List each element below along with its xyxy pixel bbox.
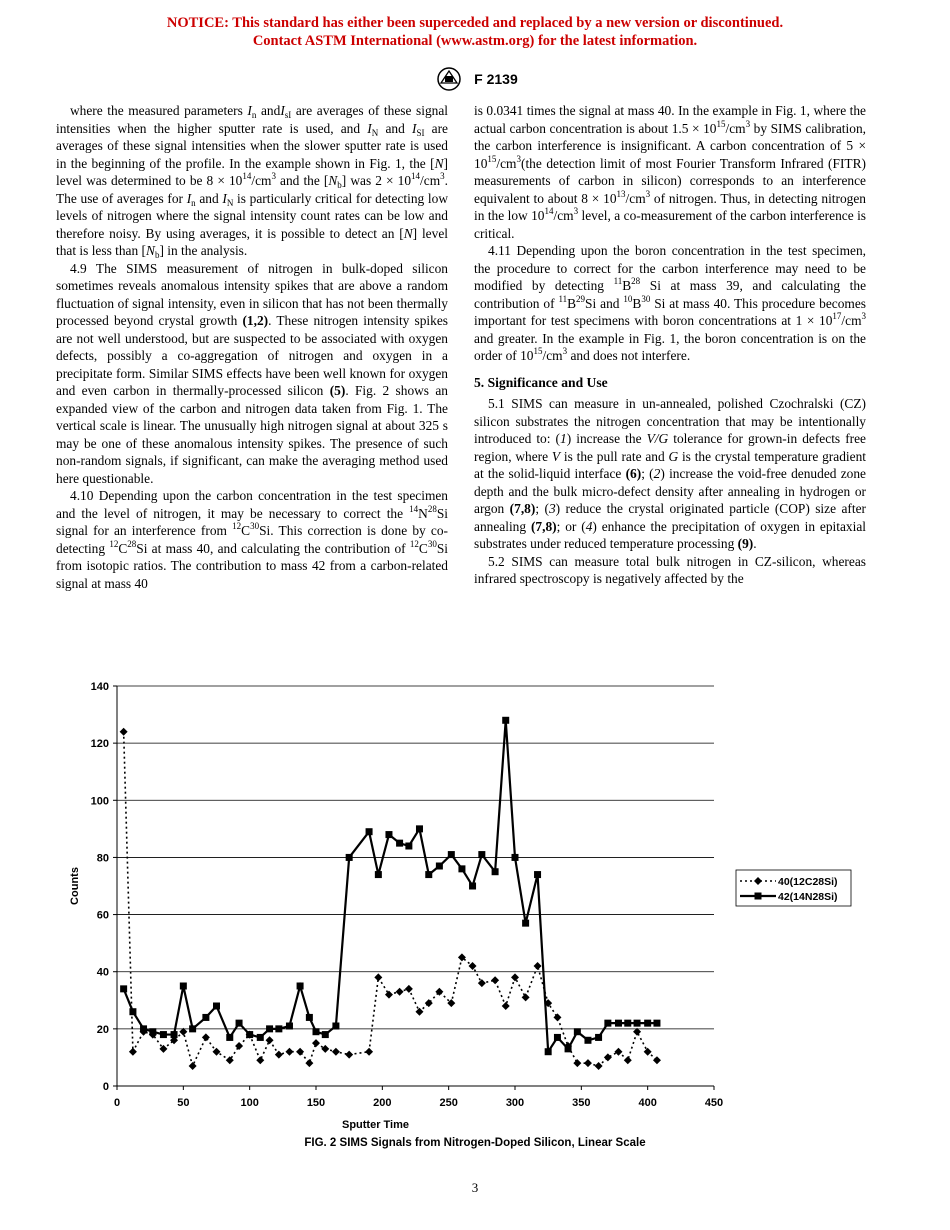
notice-line-1: NOTICE: This standard has either been superceded and replaced by a new version or discontinued. (166, 15, 784, 31)
data-point-42 (236, 1020, 243, 1027)
data-point-42 (286, 1023, 293, 1030)
data-point-42 (189, 1025, 196, 1032)
data-point-40 (604, 1053, 612, 1061)
data-point-40 (129, 1048, 137, 1056)
data-point-42 (436, 863, 443, 870)
x-tick-label: 150 (306, 1097, 326, 1109)
reference-link[interactable]: (7,8) (530, 518, 557, 534)
paragraph-5-1: 5.1 SIMS can measure in un-annealed, polished Czochralski (CZ) silicon substrates the nitrogen concentration that may be intentionally introduced to: (1) increase the V/G tolerance for grown-in defects free region, where V is the pull rate and G is the crystal temperature gradient at the solid-liquid interface (6); (2) increase the void-free denuded zone depth and the bulk micro-defect density after annealing in hydrogen or argon (7,8); (3) reduce the crystal originated particle (COP) size after annealing (7,8); or (4) enhance the precipitation of oxygen in epitaxial substrates under reduced temperature processing (9). (474, 396, 866, 551)
data-point-40 (275, 1051, 283, 1059)
x-tick-label: 400 (638, 1097, 657, 1109)
paragraph-4-10: 4.10 Depending upon the carbon concentration in the test specimen and the level of nitrogen, it may be necessary to correct the $^{14}N^{28}Si$ signal for an interference from $^{12}C^{30}Si$. This correction is done by co-detecting $^{12}C^{28}Si$ at mass 40, and calculating the contribution of $^{12}C^{30}Si$ from isotopic ratios. The contribution to mass 42 from a carbon-related signal at mass 40 (56, 488, 449, 591)
paragraph-continued: is 0.0341 times the signal at mass 40. In the example in Fig. 1, where the actual carbon concentration is about $1.5 \times 10^{15}/cm^3$ by SIMS calibration, the carbon interference is insignificant. A carbon concentration of $5 \times 10^{15}/cm^3(the$ detection limit of most Fourier Transform Infrared (FITR) measurements of carbon in silicon) corresponds to an interference equivalent to about $8 \times 10^{13}/cm^3$ of nitrogen. Thus, in detecting nitrogen in the low $10^{14}/cm^3$ level, a co-measurement of the carbon interference is critical. (474, 103, 866, 241)
series-line-42 (124, 720, 657, 1051)
data-point-42 (615, 1020, 622, 1027)
notice-banner (0, 14, 950, 50)
data-point-42 (554, 1034, 561, 1041)
data-point-42 (502, 717, 509, 724)
data-point-40 (595, 1062, 603, 1070)
data-point-40 (312, 1039, 320, 1047)
data-point-42 (565, 1045, 572, 1052)
notice-line-2: Contact ASTM International (www.astm.org) for the latest information. (252, 33, 698, 49)
data-point-40 (534, 962, 542, 970)
data-point-40 (644, 1048, 652, 1056)
reference-link[interactable]: (7,8) (509, 501, 536, 516)
paragraph-4-9: 4.9 The SIMS measurement of nitrogen in bulk-doped silicon sometimes reveals anomalous intensity spikes that are above a random fluctuation of signal intensity, even in silicon that has not been thermally processed beyond crystal growth (1,2). These nitrogen intensity spikes are not well understood, but are suspected to be associated with oxygen defects, possibly a co-aggregation of nitrogen and oxygen in a precipitate form. Similar SIMS effects have been well known for oxygen and even carbon in thermally-processed silicon (5). Fig. 2 shows an expanded view of the carbon and nitrogen data taken from Fig. 1. The vertical scale is linear. The unusually high nitrogen signal at about 325 s may be one of these anomalous intensity spikes. The presence of such non-random signals, if significant, can make the averaging method used here questionable. (56, 260, 448, 486)
data-point-42 (604, 1020, 611, 1027)
y-tick-label: 60 (96, 909, 109, 922)
legend-label: 40(12C28Si) (778, 876, 838, 888)
data-point-42 (492, 868, 499, 875)
data-point-40 (120, 728, 128, 736)
reference-link[interactable]: (9) (737, 536, 754, 551)
data-point-42 (512, 854, 519, 861)
data-point-40 (345, 1051, 353, 1059)
data-point-42 (458, 865, 465, 872)
data-point-40 (511, 973, 519, 981)
data-point-40 (624, 1056, 632, 1064)
x-tick-label: 250 (439, 1097, 458, 1109)
x-tick-label: 450 (704, 1097, 724, 1109)
astm-logo-icon (432, 66, 466, 95)
data-point-42 (653, 1020, 660, 1027)
y-tick-label: 20 (96, 1023, 109, 1036)
data-point-40 (584, 1059, 592, 1067)
data-point-40 (522, 993, 530, 1001)
data-point-42 (584, 1037, 591, 1044)
data-point-40 (374, 973, 382, 981)
data-point-42 (322, 1031, 329, 1038)
y-axis-label: Counts (69, 867, 81, 905)
data-point-42 (306, 1014, 313, 1021)
data-point-42 (202, 1014, 209, 1021)
data-point-40 (435, 988, 443, 996)
data-point-40 (405, 985, 413, 993)
data-point-40 (385, 991, 393, 999)
data-point-40 (332, 1048, 340, 1056)
data-point-42 (425, 871, 432, 878)
data-point-40 (202, 1033, 210, 1041)
data-point-40 (469, 962, 477, 970)
data-point-42 (534, 871, 541, 878)
data-point-42 (213, 1003, 220, 1010)
data-point-42 (149, 1028, 156, 1035)
data-point-40 (296, 1048, 304, 1056)
data-point-40 (235, 1042, 243, 1050)
data-point-40 (226, 1056, 234, 1064)
data-point-42 (366, 828, 373, 835)
data-point-42 (332, 1023, 339, 1030)
data-point-42 (275, 1025, 282, 1032)
x-tick-label: 350 (572, 1097, 591, 1109)
data-point-42 (129, 1008, 136, 1015)
reference-link[interactable]: (6) (625, 466, 642, 481)
legend-marker-42 (755, 893, 762, 900)
data-point-42 (478, 851, 485, 858)
data-point-40 (614, 1048, 622, 1056)
page-number: 3 (471, 1180, 479, 1195)
data-point-42 (140, 1025, 147, 1032)
data-point-40 (189, 1062, 197, 1070)
paragraph-5-2: 5.2 SIMS can measure total bulk nitrogen in CZ-silicon, whereas infrared spectroscopy is negatively affected by the (474, 553, 866, 586)
left-column (56, 102, 448, 592)
data-point-42 (246, 1031, 253, 1038)
data-point-40 (285, 1048, 293, 1056)
data-point-42 (634, 1020, 641, 1027)
data-point-42 (346, 854, 353, 861)
right-column (474, 102, 866, 588)
data-point-40 (502, 1002, 510, 1010)
data-point-42 (171, 1031, 178, 1038)
section-heading: 5. Significance and Use (474, 374, 608, 390)
data-point-42 (160, 1031, 167, 1038)
x-tick-label: 0 (113, 1097, 121, 1109)
x-tick-label: 300 (505, 1097, 525, 1109)
y-tick-label: 80 (96, 852, 109, 865)
data-point-40 (425, 999, 433, 1007)
data-point-42 (416, 825, 423, 832)
data-point-42 (574, 1028, 581, 1035)
data-point-40 (365, 1048, 373, 1056)
x-tick-label: 100 (240, 1097, 259, 1109)
paragraph-4-11: 4.11 Depending upon the boron concentration in the test specimen, the procedure to correct for the carbon interference may need to be modified by detecting $^{11}B^{28}$ Si at mass 39, and calculating the contribution of $^{11}B^{29}Si$ and $^{10}B^{30}$ Si at mass 40. This procedure becomes important for test specimens with boron concentrations at $1 \times 10^{17}/cm^3$ and greater. In the example in Fig. 1, the boron concentration is on the order of $10^{15}/cm^3$ and does not interfere. (474, 243, 867, 363)
page-header (0, 66, 950, 95)
data-point-40 (478, 979, 486, 987)
x-axis-label: Sputter Time (341, 1119, 410, 1131)
data-point-40 (653, 1056, 661, 1064)
data-point-42 (385, 831, 392, 838)
data-point-42 (375, 871, 382, 878)
data-point-40 (213, 1048, 221, 1056)
data-point-40 (573, 1059, 581, 1067)
x-tick-label: 200 (373, 1097, 392, 1109)
data-point-42 (396, 840, 403, 847)
data-point-42 (120, 985, 127, 992)
data-point-40 (305, 1059, 313, 1067)
data-point-40 (491, 976, 499, 984)
data-point-40 (396, 988, 404, 996)
data-point-42 (180, 983, 187, 990)
data-point-42 (644, 1020, 651, 1027)
sims-chart (0, 672, 950, 1142)
data-point-42 (624, 1020, 631, 1027)
y-tick-label: 0 (102, 1081, 109, 1093)
data-point-40 (256, 1056, 264, 1064)
data-point-42 (405, 843, 412, 850)
data-point-40 (321, 1045, 329, 1053)
data-point-42 (595, 1034, 602, 1041)
figure-2 (0, 672, 950, 1152)
figure-caption: FIG. 2 SIMS Signals from Nitrogen-Doped Silicon, Linear Scale (304, 1137, 646, 1149)
y-tick-label: 120 (90, 738, 109, 751)
paragraph-averages: where the measured parameters $I_n$ andI$_{sI}$ are averages of these signal intensities when the higher sputter rate is used, and $I_N$ and $I_{SI}$ are averages of these signal intensities when the slower sputter rate is used in the beginning of the profile. In the example shown in Fig. 1, the [N] level was determined to be $8 \times 10^{14}/cm^3$ and the $[N_b]$ was $2 \times 10^{14}/cm^3$. The use of averages for $I_n$ and $I_N$ is particularly critical for detecting low levels of nitrogen where the signal intensity count rates can be low and therefore noisy. By using averages, it is possible to detect an [N] level that is less than $[N_b]$ in the analysis. (56, 103, 449, 260)
data-point-40 (415, 1008, 423, 1016)
data-point-42 (448, 851, 455, 858)
data-point-42 (545, 1048, 552, 1055)
y-tick-label: 140 (90, 681, 109, 693)
data-point-42 (257, 1034, 264, 1041)
data-point-40 (266, 1036, 274, 1044)
data-point-42 (313, 1028, 320, 1035)
data-point-42 (522, 920, 529, 927)
legend-label: 42(14N28Si) (778, 891, 838, 903)
data-point-42 (297, 983, 304, 990)
standard-designation: F 2139 (474, 71, 518, 88)
y-tick-label: 100 (90, 795, 109, 808)
data-point-42 (469, 883, 476, 890)
data-point-40 (553, 1013, 561, 1021)
data-point-42 (266, 1025, 273, 1032)
x-tick-label: 50 (177, 1097, 190, 1109)
y-tick-label: 40 (96, 966, 109, 979)
data-point-42 (226, 1034, 233, 1041)
reference-link[interactable]: (1,2) (242, 313, 269, 328)
reference-link[interactable]: (5) (329, 383, 346, 398)
